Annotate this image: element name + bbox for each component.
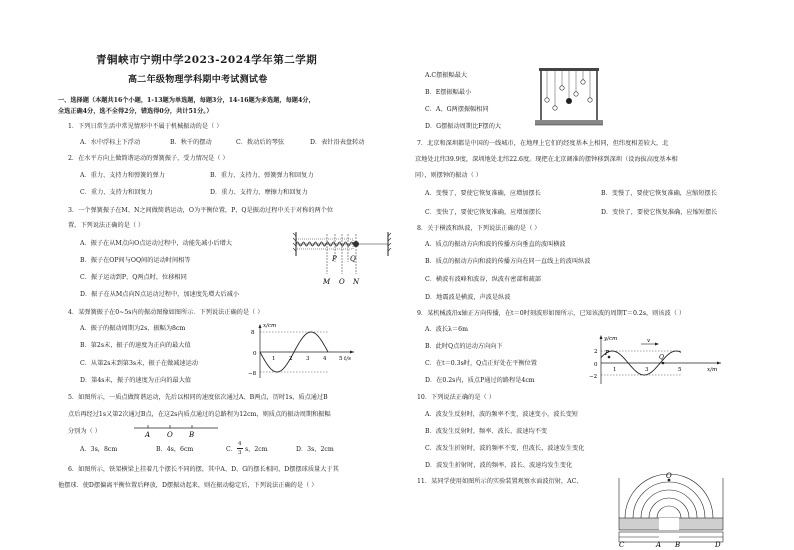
q4-option-d: D．第4s末，振子的速度为正向的最大值 <box>80 377 192 384</box>
q4-tick-y-neg8: −8 <box>248 371 257 377</box>
q9-option-c: C．在t＝0.3s时，Q点正好处在平衡位置 <box>425 360 537 367</box>
q3-option-c: C．振子运动到P、Q两点时，位移相同 <box>80 274 187 281</box>
exam-title: 高二年级物理学科期中考试测试卷 <box>128 75 268 85</box>
q9-tick-y-2: 2 <box>594 349 598 355</box>
q3-option-d: D．振子在从M点向N点运动过程中，加速度先增大后减小 <box>80 291 240 298</box>
q7-stem-2: 京地处北纬39.9度，深圳地处北纬22.6度。现把在北京调准的摆钟移到深圳（设海拔高度基本相 <box>415 156 678 163</box>
q9-ylabel: y/cm <box>604 336 618 342</box>
q4-option-a: A．振子的振动周期为2s，振幅为8cm <box>80 325 186 332</box>
q7-stem: 7．北京和深圳都是中国的一线城市，在地理上它们的经度基本上相同，但纬度相差较大，北 <box>417 140 669 147</box>
q3-option-a: A．振子在从M点向O点运动过程中，动能先减小后增大 <box>80 240 233 247</box>
q9-tick-x-5: 5 <box>678 367 682 373</box>
q4-tick-x-5: 5 <box>339 356 343 362</box>
q10-option-d: D．波发生折射时，波的频率、波长、波速均发生变化 <box>425 462 573 469</box>
q4-stem: 4．某弹簧振子在0~5s内的振动图像如图所示．下列说法正确的是（ ） <box>68 309 264 316</box>
q3-option-b: B．振子在OP间与OQ间的运动时间相等 <box>80 257 191 264</box>
q4-xlabel: t/s <box>344 356 351 362</box>
q11-stem: 11．某同学使用如图所示的实验装置观察水面波衍射，AC、 <box>417 478 583 485</box>
q8-option-d: D．地震波是横波，声波是纵波 <box>425 294 511 301</box>
q5-label-o: O <box>167 431 173 439</box>
q8-option-b: B．质点的振动方向和波的传播方向在同一直线上的波叫纵波 <box>425 258 591 265</box>
q11-label-c: C <box>619 541 625 548</box>
q5-option-c-numerator: 4 <box>238 441 242 447</box>
section-title-2: 全选正确4分，选不全得2分，错选得0分，共计51分。） <box>58 108 213 115</box>
q2-stem: 2．在水平方向上做简谐运动的弹簧振子，受力情况是（ ） <box>68 155 229 162</box>
q2-option-d: D．重力、支持力、摩擦力和回复力 <box>210 189 308 196</box>
q5-option-b: B．4s，6cm <box>156 446 194 453</box>
q9-option-b: B．此时Q点的运动方向向下 <box>425 343 503 350</box>
q9-point-p: P <box>605 350 610 357</box>
q9-point-q: Q <box>659 354 664 361</box>
q5-label-a: A <box>145 431 151 439</box>
q3-stem-2: 置，下列说法正确的是（ ） <box>68 222 145 229</box>
q11-ripple-tank-figure <box>615 470 727 548</box>
q6-option-c: C．A、G两摆振幅相同 <box>425 106 489 113</box>
q4-tick-x-4: 4 <box>323 356 327 362</box>
q11-label-d: D <box>715 541 721 548</box>
q4-tick-x-3: 3 <box>306 356 310 362</box>
q2-option-c: C．重力、支持力和回复力 <box>80 189 153 196</box>
q8-option-a: A．质点的振动方向和波的传播方向垂直的波叫横波 <box>425 241 566 248</box>
q5-option-c-suffix: s，2cm <box>245 446 268 453</box>
section-title: 一、选择题（本题共16个小题，1-13题为单选题，每题3分，14-16题为多选题，每题4分， <box>58 97 315 104</box>
q4-vibration-graph <box>242 320 362 382</box>
q3-stem: 3．一个弹簧振子在M、N之间做简谐运动，O为平衡位置，P、Q是振动过程中关于对称的两个位 <box>68 207 334 214</box>
q5-option-c-denominator: 3 <box>238 450 242 456</box>
q4-tick-x-1: 1 <box>272 356 276 362</box>
q1-option-d: D．表针沿表盘转动 <box>310 139 365 146</box>
q2-option-b: B．重力、支持力、弹簧弹力和回复力 <box>210 172 314 179</box>
q5-label-b: B <box>189 431 195 439</box>
q9-wave-graph <box>585 334 725 388</box>
q5-option-d: D．3s，2cm <box>296 446 334 453</box>
q4-tick-x-2: 2 <box>289 356 293 362</box>
q3-label-m: M <box>323 278 331 286</box>
q6-stem: 6．如图所示，铁架横梁上挂着几个摆长不同的摆，其中A、D、G的摆长相同，D摆摆球质量大于其 <box>68 466 339 473</box>
q3-label-o: O <box>339 278 345 286</box>
q3-label-p: P <box>332 255 337 263</box>
q9-tick-y-neg2: −2 <box>589 374 598 380</box>
q1-option-c: C．拨动后的琴弦 <box>236 139 285 146</box>
q9-option-a: A．波长λ＝6m <box>425 326 468 333</box>
q7-option-c: C．变快了，要使它恢复准确，应增加摆长 <box>425 209 542 216</box>
q6-option-b: B．E摆振幅最小 <box>425 89 472 96</box>
q9-stem: 9．某机械波沿x轴正方向传播，在t＝0时刻波形如图所示，已知该波的周期T＝0.2s，则该波（ ） <box>417 310 686 317</box>
q7-option-b: B．变慢了，要使它恢复准确，应缩短摆长 <box>601 190 717 197</box>
q4-option-c: C．从第2s末到第3s末，振子在做减速运动 <box>80 360 198 367</box>
q4-tick-y-0: 0 <box>253 351 257 357</box>
q7-stem-3: 同），则摆钟的振动（ ） <box>415 172 482 179</box>
q1-option-b: B．秋千的摆动 <box>170 139 212 146</box>
q5-stem-2: 点后再经过1s又第2次通过B点，在这2s内质点通过的总路程为12cm，则质点的振动周期和振幅 <box>68 411 331 418</box>
q8-stem: 8．关于横波和纵波，下列说法正确的是（ ） <box>417 225 541 232</box>
q2-option-a: A．重力、支持力和弹簧的弹力 <box>80 172 165 179</box>
q9-velocity-label: v <box>647 338 651 344</box>
q5-points-figure <box>132 420 222 440</box>
q6-stem-2: 他摆球．使D摆偏离平衡位置后释放，D摆振动起来，则在振动稳定后，下列说法正确的是（ ） <box>58 482 318 489</box>
q10-option-a: A．波发生反射时，波的频率不变，波速变小，波长变短 <box>425 411 578 418</box>
q3-spring-figure <box>292 228 392 290</box>
q9-tick-x-3: 3 <box>645 367 649 373</box>
q5-stem-3: 分别为（ ） <box>68 428 101 435</box>
q6-pendulum-figure <box>535 62 605 130</box>
q5-option-a: A．3s，8cm <box>80 446 118 453</box>
q11-label-b: B <box>675 541 681 548</box>
q7-option-a: A．变慢了，要使它恢复准确，应增加摆长 <box>425 190 541 197</box>
q6-option-a: A.C摆振幅最大 <box>425 72 468 79</box>
school-title: 青铜峡市宁朔中学2023-2024学年第二学期 <box>96 54 318 66</box>
q5-option-c-prefix: C． <box>226 446 237 453</box>
q8-option-c: C．横波有波峰和波谷，纵波有密部和疏部 <box>425 276 542 283</box>
q11-label-o: O <box>666 472 672 480</box>
q5-stem: 5．如图所示，一质点做简谐运动，先后以相同的速度依次通过A、B两点，历时1s，质点通过B <box>68 394 328 401</box>
q9-tick-x-1: 1 <box>613 367 617 373</box>
q4-ylabel: x/cm <box>263 323 277 329</box>
q9-tick-y-0: 0 <box>594 362 598 368</box>
q7-option-d: D．变快了，要使它恢复准确，应缩短摆长 <box>601 209 718 216</box>
q10-stem: 10．下列说法正确的是（ ） <box>417 394 495 401</box>
q10-option-c: C．波发生折射时，波的频率不变，但波长、波速发生变化 <box>425 445 585 452</box>
q11-label-a: A <box>656 541 662 548</box>
q6-option-d: D．G摆振动周期比F摆的大 <box>425 123 502 130</box>
q1-stem: 1．下列日常生活中常见情形中不属于机械振动的是（ ） <box>68 123 223 130</box>
q9-xlabel: x/m <box>707 367 718 373</box>
q10-option-b: B．波发生反射时，频率、波长、波速均不变 <box>425 428 548 435</box>
q9-option-d: D．在0.2s内，质点P通过的路程是4cm <box>425 377 535 384</box>
q3-label-n: N <box>353 278 360 286</box>
q4-option-b: B．第2s末，振子的速度为正向的最大值 <box>80 342 191 349</box>
q1-option-a: A．水中浮标上下浮动 <box>80 139 141 146</box>
q3-label-q: Q <box>350 255 356 263</box>
q4-tick-y-8: 8 <box>251 330 255 336</box>
